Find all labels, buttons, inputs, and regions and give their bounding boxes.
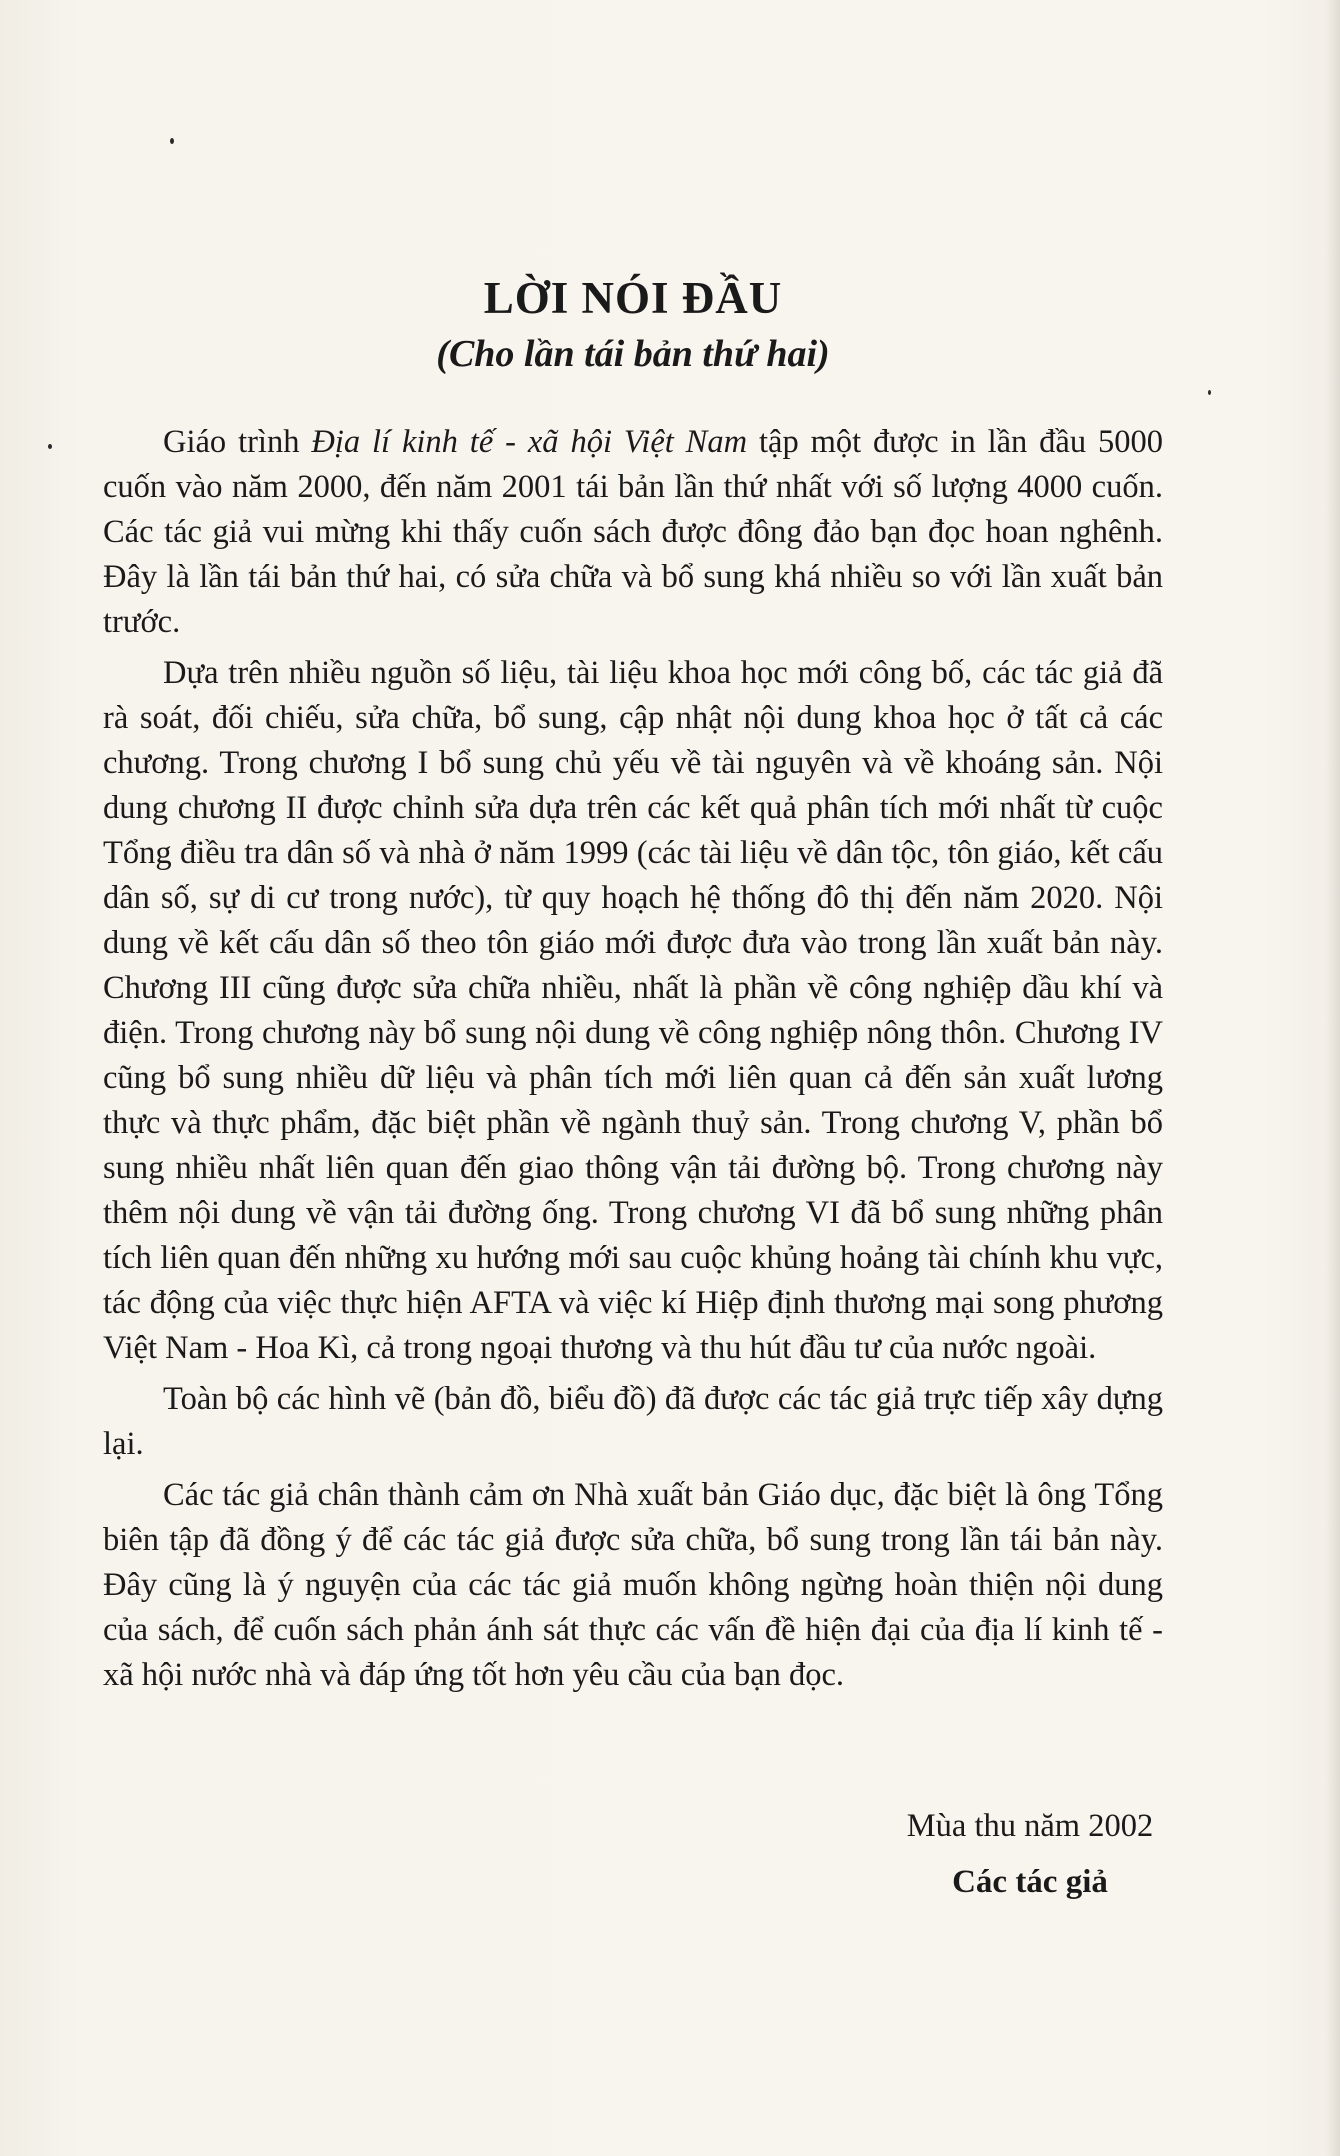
paragraph-2: Dựa trên nhiều nguồn số liệu, tài liệu khoa học mới công bố, các tác giả đã rà soát, đối chiếu, sửa chữa, bổ sung, cập nhật nội dung khoa học ở tất cả các chương. Trong chương I bổ sung chủ yếu về tài nguyên và về khoáng sản. Nội dung chương II được chỉnh sửa dựa trên các kết quả phân tích mới nhất từ cuộc Tổng điều tra dân số và nhà ở năm 1999 (các tài liệu về dân tộc, tôn giáo, kết cấu dân số, sự di cư trong nước), từ quy hoạch hệ thống đô thị đến năm 2020. Nội dung về kết cấu dân số theo tôn giáo mới được đưa vào trong lần xuất bản này. Chương III cũng được sửa chữa nhiều, nhất là phần về công nghiệp dầu khí và điện. Trong chương này bổ sung nội dung về công nghiệp nông thôn. Chương IV cũng bổ sung nhiều dữ liệu và phân tích mới liên quan cả đến sản xuất lương thực và thực phẩm, đặc biệt phần về ngành thuỷ sản. Trong chương V, phần bổ sung nhiều nhất liên quan đến giao thông vận tải đường bộ. Trong chương này thêm nội dung về vận tải đường ống. Trong chương VI đã bổ sung những phân tích liên quan đến những xu hướng mới sau cuộc khủng hoảng tài chính khu vực, tác động của việc thực hiện AFTA và việc kí Hiệp định thương mại song phương Việt Nam - Hoa Kì, cả trong ngoại thương và thu hút đầu tư của nước ngoài. [103,655,1163,1366]
paragraph-1-rest: tập một được in lần đầu 5000 cuốn vào năm 2000, đến năm 2001 tái bản lần thứ nhất với số lượng 4000 cuốn. Các tác giả vui mừng khi thấy cuốn sách được đông đảo bạn đọc hoan nghênh. Đây là lần tái bản thứ hai, có sửa chữa và bổ sung khá nhiều so với lần xuất bản trước. [103,424,1164,640]
page-edge-shadow [1326,0,1340,2156]
preface-content [103,270,1163,1704]
page-title: LỜI NÓI ĐẦU [483,273,783,323]
paper-speck [1208,390,1211,395]
page-subtitle: (Cho lần tái bản thứ hai) [436,333,830,375]
book-title-italic: Địa lí kinh tế - xã hội Việt Nam [311,424,748,460]
paper-speck [170,138,174,144]
paragraph-1-start: Giáo trình [163,424,312,460]
signature-block [870,1804,1190,1907]
paragraph-1 [103,420,1163,645]
paragraph-3: Toàn bộ các hình vẽ (bản đồ, biểu đồ) đã được các tác giả trực tiếp xây dựng lại. [103,1381,1163,1462]
signature-author: Các tác giả [952,1864,1108,1900]
paper-speck [48,444,52,449]
paragraph-4: Các tác giả chân thành cảm ơn Nhà xuất bản Giáo dục, đặc biệt là ông Tổng biên tập đã đồng ý để các tác giả được sửa chữa, bổ sung trong lần tái bản này. Đây cũng là ý nguyện của các tác giả muốn không ngừng hoàn thiện nội dung của sách, để cuốn sách phản ánh sát thực các vấn đề hiện đại của địa lí kinh tế - xã hội nước nhà và đáp ứng tốt hơn yêu cầu của bạn đọc. [103,1477,1163,1693]
signature-date: Mùa thu năm 2002 [906,1808,1154,1844]
